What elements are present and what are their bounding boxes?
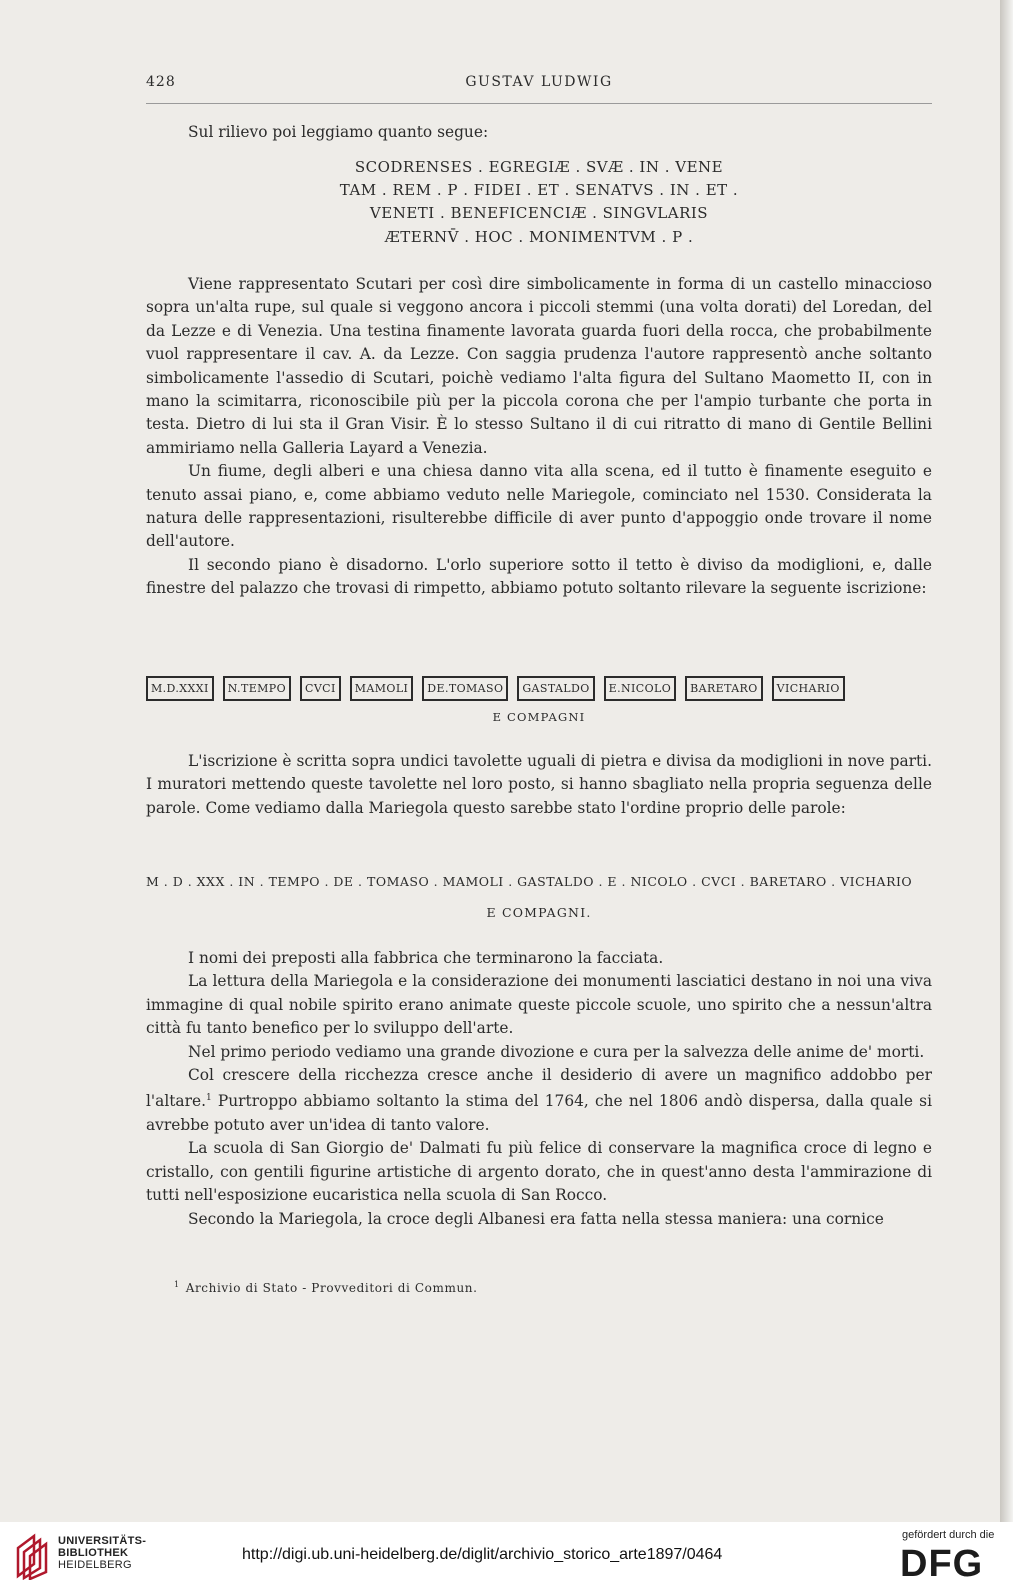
running-head-author: GUSTAV LUDWIG	[465, 74, 613, 90]
paragraph: Il secondo piano è disadorno. L'orlo superiore sotto il tetto è diviso da modiglioni, e, dalle finestre del palazzo che trovasi di rimpetto, abbiamo potuto soltanto rilevare la seguente iscrizione:	[146, 555, 932, 598]
funder-note: gefördert durch die	[902, 1529, 995, 1541]
corrected-order-caption: E COMPAGNI.	[486, 905, 592, 920]
inscription-line: SCODRENSES . EGREGIÆ . SVÆ . IN . VENE	[354, 158, 724, 176]
paragraph: La lettura della Mariegola e la considerazione dei monumenti lasciatici destano in noi una viva immagine di qual nobile spirito erano animate queste piccole scuole, uno spirito che a nessun'altra città fu tanto benefico per lo sviluppo dell'arte.	[146, 972, 932, 1038]
footnote-text: Archivio di Stato - Provveditori di Commun.	[185, 1281, 478, 1295]
running-head	[146, 74, 932, 96]
tablet: M.D.XXXI	[146, 676, 214, 701]
tablet-caption: E COMPAGNI	[492, 710, 586, 724]
paragraph: Secondo la Mariegola, la croce degli Albanesi era fatta nella stessa maniera: una cornice	[188, 1209, 884, 1228]
tablet: DE.TOMASO	[422, 676, 508, 701]
library-logo-icon	[14, 1532, 52, 1580]
library-name-line: UNIVERSITÄTS-	[58, 1535, 147, 1547]
inscription-line: VENETI . BENEFICENCIÆ . SINGVLARIS	[369, 204, 709, 223]
footnote-reference[interactable]: 1	[205, 1093, 212, 1104]
body-text-block-1	[146, 273, 932, 601]
lead-sentence	[146, 121, 932, 144]
tablet: N.TEMPO	[223, 676, 291, 701]
tablet: CVCI	[300, 676, 341, 701]
tablet-inscription-row	[146, 676, 936, 702]
library-name	[58, 1535, 146, 1571]
body-text-block-2	[146, 750, 932, 820]
tablet: GASTALDO	[517, 676, 594, 701]
paragraph: Sul rilievo poi leggiamo quanto segue:	[188, 123, 489, 141]
relief-inscription	[146, 156, 932, 249]
paragraph: I nomi dei preposti alla fabbrica che terminarono la facciata.	[188, 949, 664, 967]
paragraph	[146, 1064, 932, 1137]
paragraph: Viene rappresentato Scutari per così dire simbolicamente in forma di un castello minaccioso sopra un'alta rupe, sul quale si veggono ancora i piccoli stemmi (una volta dorati) del Loredan, del da Lezze e di Venezia. Una testina finamente lavorata guarda fuori della rocca, che probabilmente vuol rappresentare il cav. A. da Lezze. Con saggia prudenza l'autore rappresentò anche soltanto simbolicamente l'assedio di Scutari, poichè vediamo l'alta figura del Sultano Maometto II, con in mano la scimitarra, riconoscibile più per la piccola corona che per l'ampio turbante che porta in testa. Dietro di lui sta il Gran Visir. È lo stesso Sultano il di cui ritratto di mano di Gentile Bellini ammiriamo nella Galleria Layard a Venezia.	[146, 275, 932, 457]
paragraph: L'iscrizione è scritta sopra undici tavolette uguali di pietra e divisa da modiglioni in nove parti. I muratori mettendo queste tavolette nel loro posto, si hanno sbagliato nella propria seguenza delle parole. Come vediamo dalla Mariegola questo sarebbe stato l'ordine proprio delle parole:	[146, 752, 932, 817]
body-text-block-3	[146, 947, 932, 1231]
library-name-line: HEIDELBERG	[58, 1559, 132, 1571]
source-url-link[interactable]: http://digi.ub.uni-heidelberg.de/diglit/archivio_storico_arte1897/0464	[242, 1546, 723, 1563]
footnote-mark: 1	[174, 1280, 180, 1289]
paragraph-text: Col crescere della ricchezza cresce anche il desiderio di avere un magnifico addobbo per l'altare.	[146, 1066, 932, 1111]
inscription-line: ÆTERNV̄ . HOC . MONIMENTVM . P .	[384, 227, 694, 246]
paragraph: La scuola di San Giorgio de' Dalmati fu più felice di conservare la magnifica croce di legno e cristallo, con gentili figurine artistiche di argento dorato, che in quest'anno desta l'ammirazione di tutti nell'esposizione eucaristica nella scuola di San Rocco.	[146, 1139, 932, 1205]
digitization-footer	[0, 1522, 1013, 1591]
header-rule	[146, 103, 932, 104]
funder-logo: DFG	[900, 1543, 984, 1585]
tablet: E.NICOLO	[604, 676, 676, 701]
page-edge-shadow	[1000, 0, 1013, 1522]
tablet: VICHARIO	[772, 676, 845, 701]
tablet: MAMOLI	[350, 676, 414, 701]
corrected-order-line: M . D . XXX . IN . TEMPO . DE . TOMASO . MAMOLI . GASTALDO . E . NICOLO . CVCI . BARETARO . VICHARIO	[146, 874, 913, 889]
page-number: 428	[146, 74, 176, 90]
paragraph: Un fiume, degli alberi e una chiesa danno vita alla scena, ed il tutto è finamente eseguito e tenuto assai piano, e, come abbiamo veduto nelle Mariegole, cominciato nel 1530. Considerata la natura delle rappresentazioni, risulterebbe difficile di aver punto d'appoggio onde trovare il nome dell'autore.	[146, 462, 932, 551]
footnote	[174, 1280, 934, 1295]
library-name-line: BIBLIOTHEK	[58, 1547, 129, 1559]
tablet: BARETARO	[685, 676, 763, 701]
paragraph: Nel primo periodo vediamo una grande divozione e cura per la salvezza delle anime de' morti.	[188, 1042, 925, 1061]
paragraph-text: Purtroppo abbiamo soltanto la stima del 1764, che nel 1806 andò dispersa, dalla quale si avrebbe potuto aver un'idea di tanto valore.	[146, 1092, 932, 1134]
inscription-line: TAM . REM . P . FIDEI . ET . SENATVS . IN . ET .	[339, 181, 739, 200]
